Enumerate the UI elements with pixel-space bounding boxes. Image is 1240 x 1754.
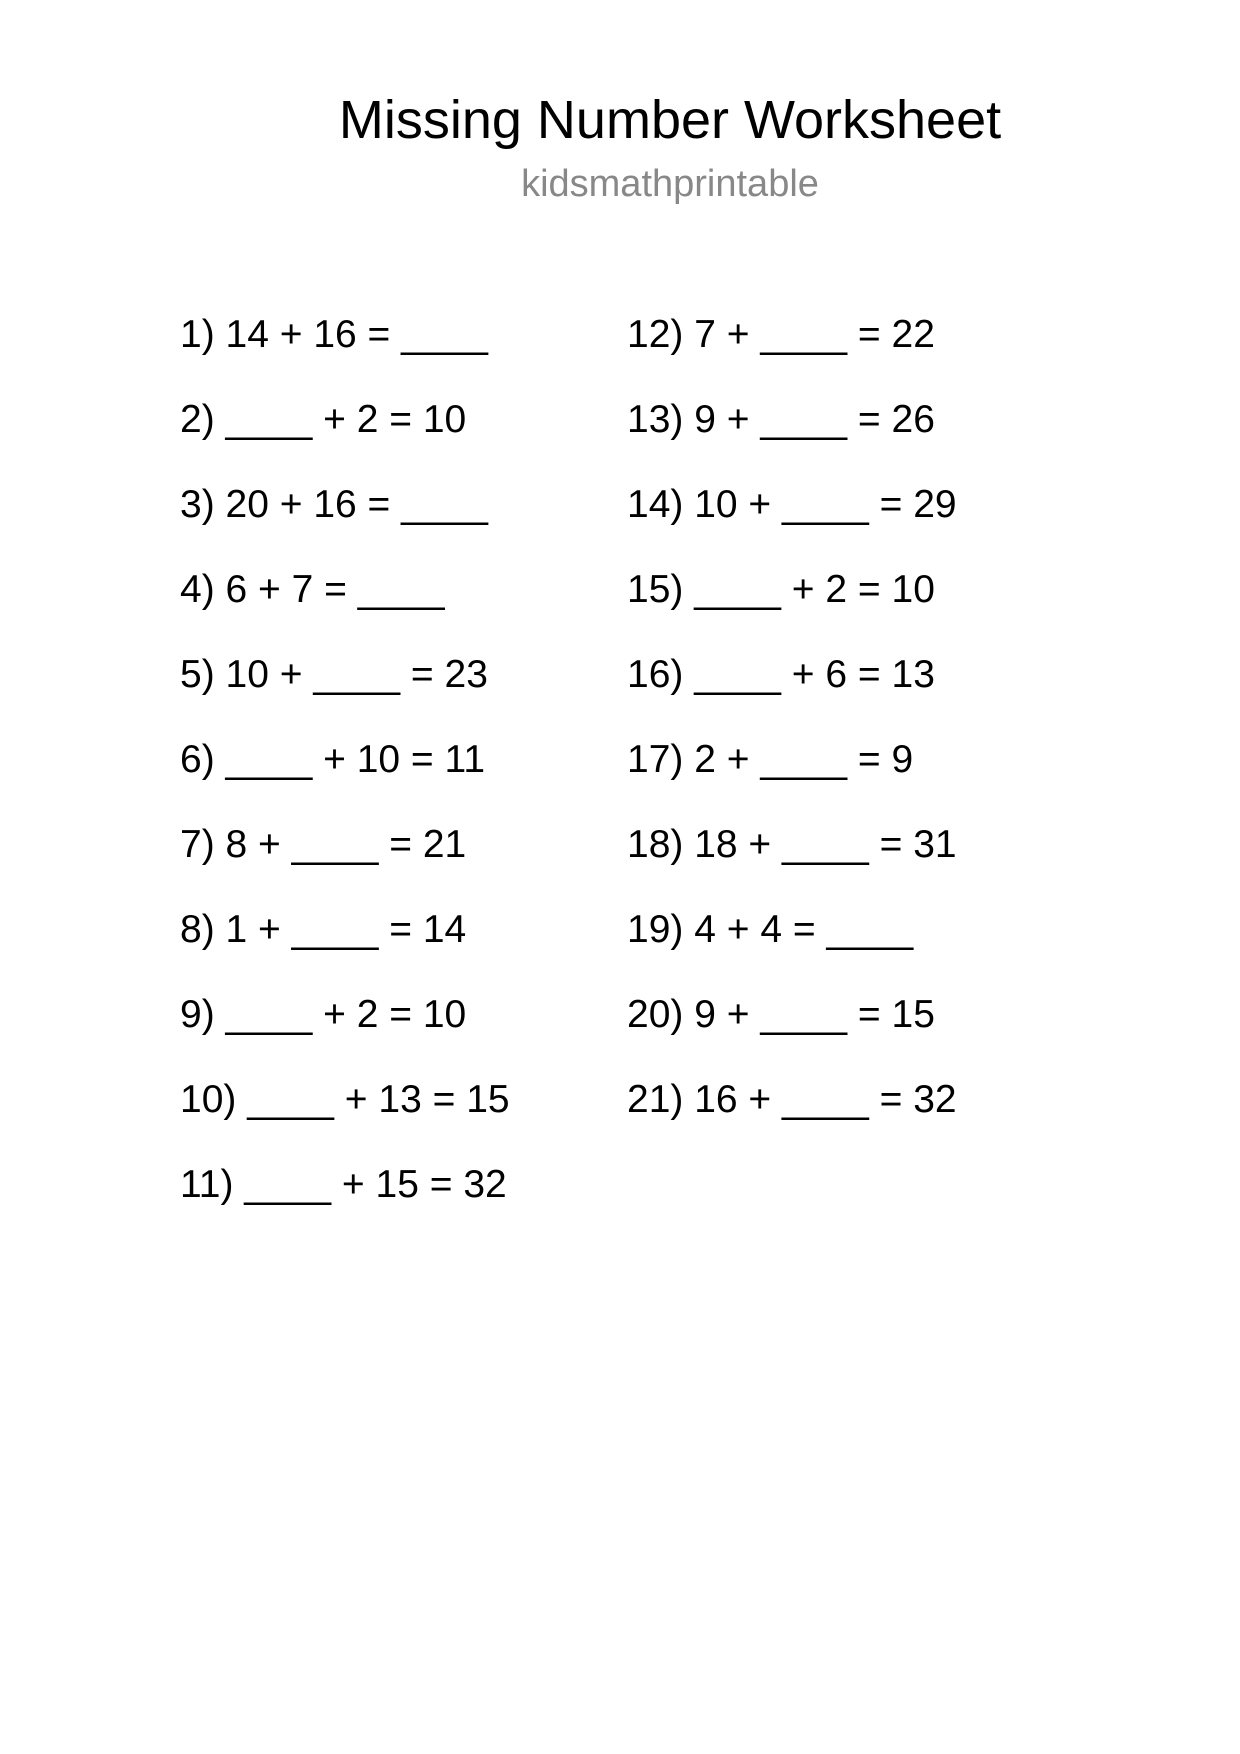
problem-item: 8) 1 + ____ = 14: [180, 908, 467, 951]
problem-item: 14) 10 + ____ = 29: [627, 483, 957, 526]
worksheet-subtitle: kidsmathprintable: [521, 163, 819, 205]
problem-item: 19) 4 + 4 = ____: [627, 908, 914, 951]
problem-column-right: [627, 313, 957, 1163]
problem-item: 7) 8 + ____ = 21: [180, 823, 467, 866]
problem-item: 12) 7 + ____ = 22: [627, 313, 935, 356]
problem-item: 6) ____ + 10 = 11: [180, 738, 486, 781]
problem-item: 13) 9 + ____ = 26: [627, 398, 935, 441]
problem-item: 4) 6 + 7 = ____: [180, 568, 445, 611]
problem-item: 3) 20 + 16 = ____: [180, 483, 488, 526]
worksheet-title: Missing Number Worksheet: [338, 90, 1002, 150]
problem-item: 18) 18 + ____ = 31: [627, 823, 957, 866]
problem-item: 20) 9 + ____ = 15: [627, 993, 935, 1036]
problem-item: 17) 2 + ____ = 9: [627, 738, 914, 781]
problem-item: 15) ____ + 2 = 10: [627, 568, 935, 611]
problem-item: 10) ____ + 13 = 15: [180, 1078, 510, 1121]
problem-item: 2) ____ + 2 = 10: [180, 398, 467, 441]
problem-item: 9) ____ + 2 = 10: [180, 993, 467, 1036]
problem-column-left: [180, 313, 510, 1248]
problem-item: 1) 14 + 16 = ____: [180, 313, 488, 356]
problem-item: 5) 10 + ____ = 23: [180, 653, 488, 696]
problem-item: 16) ____ + 6 = 13: [627, 653, 935, 696]
problem-item: 11) ____ + 15 = 32: [180, 1163, 507, 1206]
problem-item: 21) 16 + ____ = 32: [627, 1078, 957, 1121]
